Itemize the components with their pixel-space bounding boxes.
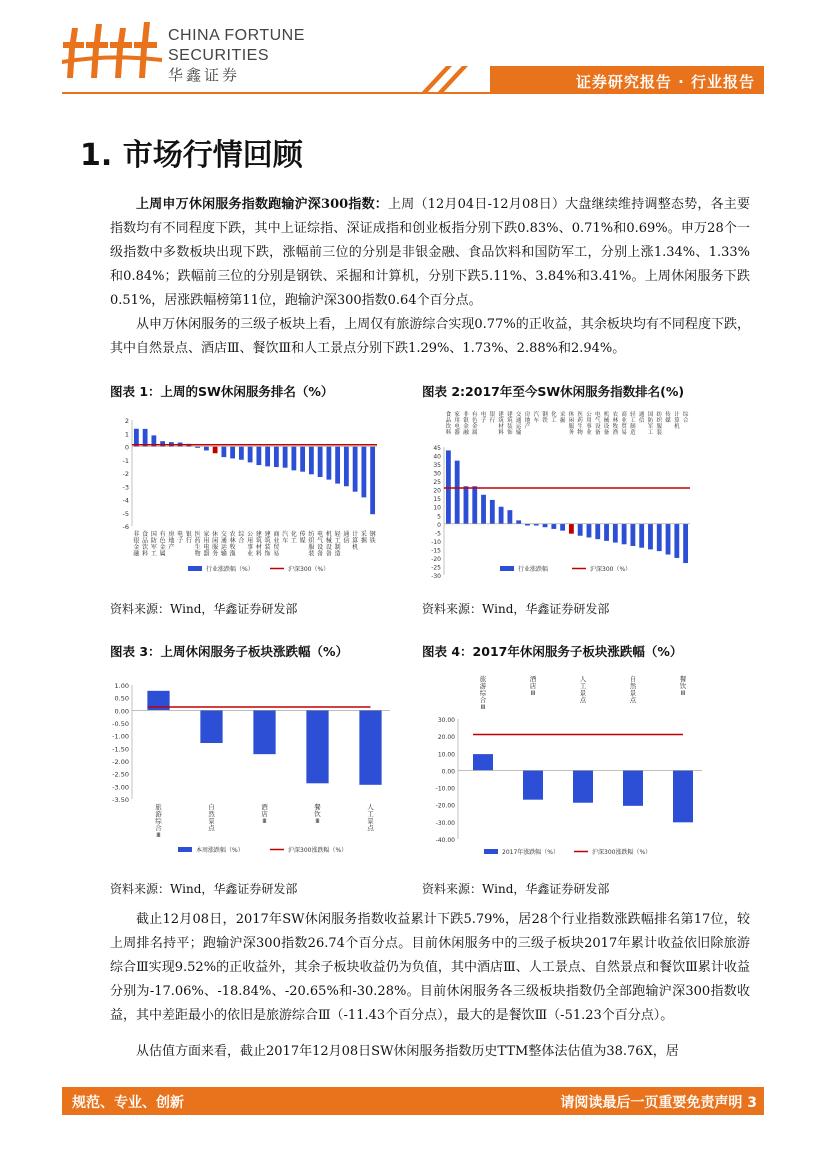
category-label: 计算机 [352,531,359,551]
category-label: 食品饮料 [142,531,149,558]
y-tick-label: 20.00 [437,734,455,742]
bar [666,524,671,555]
category-label: 农林牧渔 [229,531,236,558]
y-tick-label: -3.00 [112,783,129,792]
category-label: 公用事业 [586,412,592,436]
bar [306,710,328,783]
bar [370,447,375,515]
bar [648,524,653,550]
paragraph-1-body: 上周（12月04日-12月08日）大盘继续维持调整态势，各主要指数均有不同程度下跌，其中上证综指、深证成指和创业板指分别下跌0.83%、0.71%和0.69%。申万28个一级指数中多数板块出现下跌，涨幅前三位的分别是非银金融、食品饮料和国防军工，分别上涨1.34%、1.33%和0.84%；跌幅前三位的分别是钢铁、采掘和计算机，分别下跌5.11%、3.84%和3.41%。上周休闲服务下跌0.51%，居涨跌幅榜第11位，跑输沪深300指数0.64个百分点。 [110,197,750,308]
category-label: 人工景点 [367,803,374,832]
bar [516,520,521,523]
category-label: 自然景点 [208,803,215,832]
category-label: 国防军工 [150,531,157,558]
y-tick-label: 0 [437,521,441,529]
bar [490,500,495,524]
chart-1 [110,408,390,578]
category-label: 休闲服务 [212,531,219,558]
category-label: 建筑材料 [498,412,504,436]
paragraph-3: 截止12月08日，2017年SW休闲服务指数收益累计下跌5.79%，居28个行业指数涨跌幅排名第17位，较上周排名持平；跑输沪深300指数26.74个百分点。目前休闲服务中的三级子板块2017年累计收益依旧除旅游综合Ⅲ实现9.52%的正收益外，其余子板块收益仍为负值，其中酒店Ⅲ、人工景点、自然景点和餐饮Ⅲ累计收益分别为-17.06%、-18.84%、-20.65%和-30.28%。目前休闲服务各三级板块指数仍全部跑输沪深300指数收益，其中差距最小的依旧是旅游综合Ⅲ（-11.43个百分点），最大的是餐饮Ⅲ（-51.23个百分点）。 [110,912,750,1023]
y-tick-label: -2 [122,470,129,478]
footer-slogan: 规范、专业、创新 [72,1095,184,1111]
category-label: 通信 [638,412,645,424]
bar [344,447,349,487]
y-tick-label: 0.00 [441,768,455,776]
paragraph-4: 从估值方面来看，截止2017年12月08日SW休闲服务指数历史TTM整体法估值为38.76X，居 [136,1044,679,1059]
category-label: 国防军工 [647,412,654,436]
y-tick-label: -10 [431,538,441,546]
legend-label-bar: 本周涨跌幅（%） [196,847,244,854]
report-type: 证券研究报告 · 行业报告 [575,73,755,91]
y-tick-label: -30 [431,573,441,580]
bar [560,524,565,531]
legend-label-line: 沪深300涨跌幅（%） [288,847,348,854]
bar [573,770,593,802]
category-label: 自然景点 [629,675,637,704]
fig1-source: 资料来源：Wind，华鑫证券研发部 [110,602,298,616]
legend-swatch-bar [500,566,514,571]
bar [587,524,592,538]
category-label: 电气设备 [317,531,324,558]
category-label: 酒店 Ⅲ [261,803,268,825]
y-tick-label: -20.00 [435,802,455,810]
bar [673,770,693,822]
category-label: 纺织服装 [308,531,315,558]
legend-swatch-bar [484,849,498,854]
chart-3 [110,675,390,865]
header-divider [62,92,764,94]
bar [253,710,275,754]
bar [335,447,340,484]
bar [221,447,226,458]
y-tick-label: 1 [124,430,129,439]
bar [613,524,618,543]
chart-2 [422,410,702,580]
y-tick-label: 35 [433,462,441,470]
section-title: 1. 市场行情回顾 [80,138,303,173]
y-tick-label: -1.00 [112,732,129,741]
paragraph-1 [110,193,750,313]
category-label: 汽车 [282,531,289,545]
bar [622,524,627,544]
y-tick-label: -30.00 [435,819,455,827]
y-tick-label: 25 [433,479,441,487]
category-label: 交通运输 [515,412,522,436]
category-label: 建筑装饰 [507,412,513,436]
category-label: 有色金属 [159,531,166,558]
y-tick-label: -10.00 [435,785,455,793]
y-tick-label: 0 [124,443,129,452]
bar [309,447,314,475]
category-label: 传媒 [665,412,671,424]
category-label: 建筑材料 [255,531,262,558]
bar [300,447,305,472]
y-tick-label: 10 [433,504,441,512]
category-label: 采掘 [559,412,566,424]
bar [543,524,548,527]
category-label: 餐饮 Ⅲ [314,803,321,825]
bar [213,447,218,454]
bar [359,710,381,784]
category-label: 机械设备 [603,412,610,436]
bar [683,524,688,563]
bar [446,450,451,523]
category-label: 综合 [238,531,245,545]
y-tick-label: -6 [122,523,129,531]
y-tick-label: -40.00 [435,837,455,844]
y-tick-label: -5 [122,509,129,518]
brand-cn: 华鑫证券 [168,67,241,84]
paragraph-2: 从申万休闲服务的三级子板块上看，上周仅有旅游综合实现0.77%的正收益，其余板块均有不同程度下跌，其中自然景点、酒店Ⅲ、餐饮Ⅲ和人工景点分别下跌1.29%、1.73%、2.88%和2.94%。 [110,317,750,356]
y-tick-label: -15 [431,547,441,555]
y-tick-label: -25 [431,564,441,572]
legend-label-line: 沪深300（%） [288,566,330,573]
category-label: 旅游综合 Ⅲ [479,675,487,711]
category-label: 钢铁 [542,412,548,424]
bar [160,441,165,446]
category-label: 餐饮 Ⅲ [679,675,687,697]
y-tick-label: 40 [433,453,441,461]
paragraph-1-lead: 上周申万休闲服务指数跑输沪深300指数： [136,197,389,212]
bar [283,447,288,468]
y-tick-label: 2 [124,417,129,425]
category-label: 酒店 Ⅲ [529,675,537,697]
legend-label-line: 沪深300（%） [590,566,632,573]
y-tick-label: -20 [431,555,441,563]
bar [595,524,600,539]
category-label: 银行 [489,412,496,424]
category-label: 计算机 [674,412,680,430]
category-label: 轻工制造 [334,531,341,558]
category-label: 房地产 [168,531,175,551]
y-tick-label: 20 [433,487,441,495]
bar [499,507,504,524]
bar [473,754,493,770]
bar [455,461,460,524]
category-label: 食品饮料 [445,412,452,436]
bar [248,447,253,463]
category-label: 采掘 [360,531,367,545]
category-label: 电子 [480,412,487,424]
bar [204,447,209,451]
category-label: 农林牧渔 [612,412,619,436]
bar [239,447,244,460]
brand-en-line1: CHINA FORTUNE [168,27,305,44]
category-label: 人工景点 [579,675,587,704]
y-tick-label: 10.00 [437,751,455,759]
fig4-source: 资料来源：Wind，华鑫证券研发部 [422,882,610,896]
bar [143,429,148,447]
bar [134,429,139,447]
category-label: 电气设备 [594,412,601,436]
bar [265,447,270,467]
bar [274,447,279,468]
y-tick-label: 0.50 [114,694,129,703]
y-tick-label: -2.50 [112,770,129,779]
y-tick-label: -2.00 [112,758,129,766]
bar [481,495,486,524]
fig4-title: 图表 4：2017年休闲服务子板块涨跌幅（%） [422,644,683,659]
y-tick-label: -1.50 [112,745,129,754]
category-label: 钢铁 [369,531,376,545]
category-label: 化工 [551,412,557,424]
category-label: 机械设备 [325,531,332,558]
category-label: 化工 [290,531,297,545]
bar [657,524,662,551]
y-tick-label: -5 [435,530,441,538]
category-label: 交通运输 [220,531,227,558]
footer-disclaimer: 请阅读最后一页重要免责声明 3 [560,1095,757,1111]
category-label: 家用电器 [203,531,210,558]
category-label: 通信 [343,531,350,545]
y-tick-label: 1.00 [114,682,129,690]
fig2-source: 资料来源：Wind，华鑫证券研发部 [422,602,610,616]
category-label: 有色金属 [471,412,478,436]
category-label: 纺织服装 [656,412,663,436]
legend-label-bar: 行业涨跌幅 [518,566,549,573]
fig3-source: 资料来源：Wind，华鑫证券研发部 [110,882,298,896]
fig3-title: 图表 3：上周休闲服务子板块涨跌幅（%） [110,644,349,659]
category-label: 公用事业 [247,531,254,558]
bar [464,486,469,524]
bar [318,447,323,477]
y-tick-label: 15 [433,496,441,504]
category-label: 非银金融 [133,531,140,558]
legend-label-bar: 2017年涨跌幅（%） [502,849,559,856]
legend-swatch-bar [188,566,202,571]
bar [230,447,235,459]
bar [361,447,366,498]
legend-swatch-bar [178,847,192,852]
category-label: 医药生物 [577,412,583,436]
bar [523,770,543,799]
bar [623,770,643,805]
y-tick-label: -3.50 [112,796,129,804]
bar [256,447,261,466]
bar [353,447,358,492]
category-label: 非银金融 [463,412,469,436]
y-tick-label: 5 [437,513,441,521]
category-label: 银行 [185,531,192,545]
bar [326,447,331,480]
fig1-title: 图表 1：上周的SW休闲服务排名（%） [110,384,334,399]
category-label: 建筑装饰 [264,531,271,558]
category-label: 商业贸易 [273,531,280,558]
category-label: 休闲服务 [568,412,575,436]
category-label: 传媒 [299,531,306,545]
bar [630,524,635,546]
y-tick-label: 45 [433,445,441,452]
y-tick-label: -3 [122,483,129,492]
y-tick-label: -1 [122,456,129,465]
category-label: 电子 [177,531,184,545]
bar [674,524,679,558]
bar [639,524,644,548]
fig2-title: 图表 2:2017年至今SW休闲服务指数排名(%) [422,384,685,399]
y-tick-label: 0.00 [114,707,129,716]
bar [569,524,574,534]
bar [472,486,477,524]
y-tick-label: 30.00 [437,717,455,724]
chart-4 [422,675,702,865]
category-label: 汽车 [533,412,540,424]
category-label: 商业贸易 [621,412,627,436]
brand-en-line2: SECURITIES [168,47,270,64]
category-label: 家用电器 [454,412,460,436]
y-tick-label: -4 [122,496,129,505]
bar [291,447,296,471]
bar [604,524,609,541]
bar [578,524,583,536]
legend-label-line: 沪深300涨跌幅（%） [592,849,652,856]
category-label: 医药生物 [194,531,201,558]
legend-label-bar: 行业涨跌幅（%） [206,566,254,573]
page-header [0,0,827,100]
category-label: 旅游综合 Ⅲ [155,803,162,839]
bar [507,510,512,524]
y-tick-label: 30 [433,470,441,478]
category-label: 综合 [682,412,689,424]
bar [200,710,222,743]
y-tick-label: -0.50 [112,720,129,728]
category-label: 轻工制造 [630,412,636,436]
bar [551,524,556,529]
category-label: 房地产 [524,412,531,430]
